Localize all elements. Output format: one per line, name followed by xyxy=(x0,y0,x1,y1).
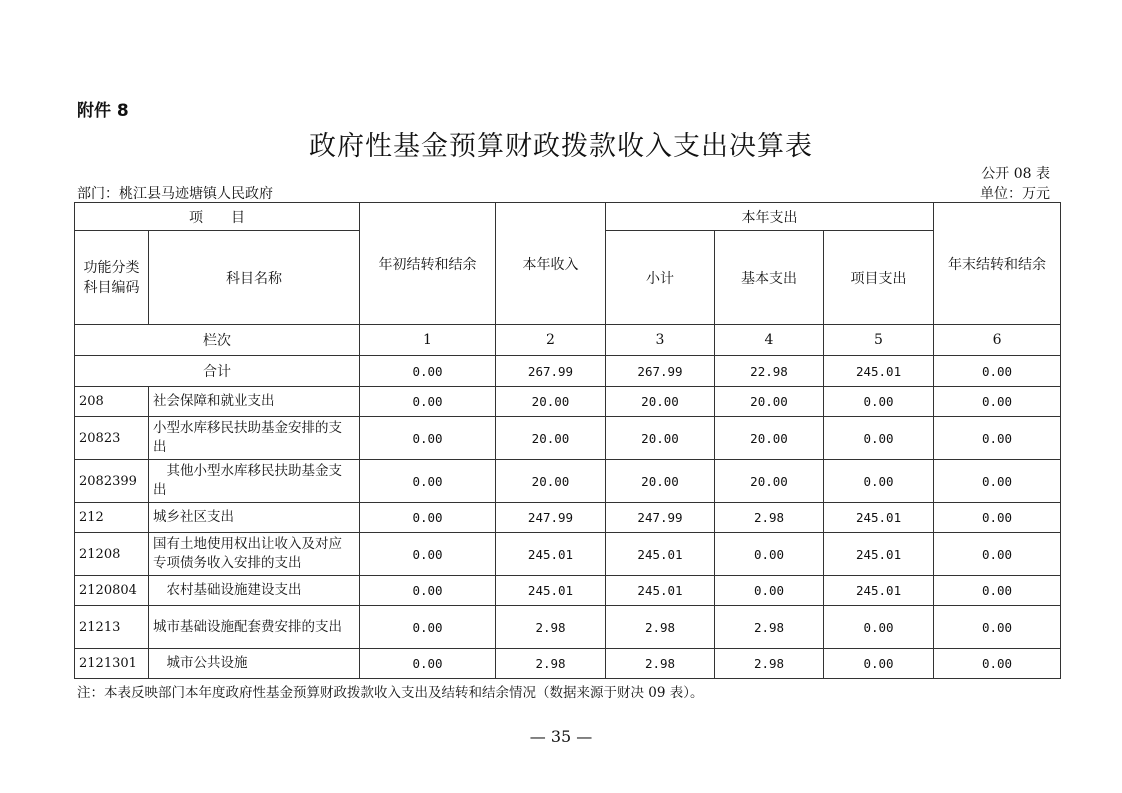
row-value: 0.00 xyxy=(934,417,1061,460)
row-value: 0.00 xyxy=(824,387,934,417)
row-code: 21213 xyxy=(75,606,149,649)
row-value: 245.01 xyxy=(824,503,934,533)
header-project: 项目支出 xyxy=(824,231,934,325)
total-label: 合计 xyxy=(75,356,360,387)
row-value: 0.00 xyxy=(934,533,1061,576)
row-value: 0.00 xyxy=(934,460,1061,503)
total-value: 0.00 xyxy=(360,356,496,387)
row-value: 2.98 xyxy=(715,606,824,649)
row-value: 0.00 xyxy=(360,649,496,679)
row-value: 0.00 xyxy=(934,503,1061,533)
total-value: 245.01 xyxy=(824,356,934,387)
header-begin-balance: 年初结转和结余 xyxy=(360,203,496,325)
header-subtotal: 小计 xyxy=(606,231,715,325)
header-item: 项 目 xyxy=(75,203,360,231)
row-code: 208 xyxy=(75,387,149,417)
header-income: 本年收入 xyxy=(496,203,606,325)
row-value: 20.00 xyxy=(606,460,715,503)
row-value: 245.01 xyxy=(824,576,934,606)
row-code: 212 xyxy=(75,503,149,533)
column-index: 1 xyxy=(360,325,496,356)
footnote: 注：本表反映部门本年度政府性基金预算财政拨款收入支出及结转和结余情况（数据来源于财决 09 表）。 xyxy=(77,685,704,701)
row-value: 245.01 xyxy=(824,533,934,576)
row-code: 2082399 xyxy=(75,460,149,503)
row-value: 20.00 xyxy=(715,387,824,417)
page-number: — 35 — xyxy=(529,727,593,746)
row-name: 城市公共设施 xyxy=(149,649,360,679)
row-value: 0.00 xyxy=(360,606,496,649)
table-row xyxy=(75,576,1061,606)
row-value: 20.00 xyxy=(606,387,715,417)
row-value: 2.98 xyxy=(715,503,824,533)
total-value: 22.98 xyxy=(715,356,824,387)
row-value: 0.00 xyxy=(934,576,1061,606)
row-value: 0.00 xyxy=(360,460,496,503)
row-value: 0.00 xyxy=(934,387,1061,417)
row-value: 0.00 xyxy=(824,417,934,460)
row-value: 245.01 xyxy=(496,576,606,606)
attachment-label: 附件 8 xyxy=(77,101,129,121)
header-func-code: 功能分类科目编码 xyxy=(75,231,149,325)
row-value: 0.00 xyxy=(360,576,496,606)
total-value: 267.99 xyxy=(606,356,715,387)
header-expense: 本年支出 xyxy=(606,203,934,231)
row-value: 0.00 xyxy=(824,649,934,679)
row-value: 2.98 xyxy=(496,649,606,679)
row-name: 社会保障和就业支出 xyxy=(149,387,360,417)
column-index: 4 xyxy=(715,325,824,356)
row-value: 0.00 xyxy=(824,460,934,503)
row-value: 245.01 xyxy=(606,576,715,606)
row-value: 20.00 xyxy=(496,460,606,503)
department-label: 部门：桃江县马迹塘镇人民政府 xyxy=(77,186,273,202)
row-value: 247.99 xyxy=(606,503,715,533)
column-index-label: 栏次 xyxy=(75,325,360,356)
page-title: 政府性基金预算财政拨款收入支出决算表 xyxy=(309,131,813,162)
row-value: 20.00 xyxy=(496,417,606,460)
row-value: 20.00 xyxy=(715,460,824,503)
row-value: 0.00 xyxy=(824,606,934,649)
table-row xyxy=(75,649,1061,679)
row-name: 小型水库移民扶助基金安排的支出 xyxy=(149,417,360,460)
row-value: 245.01 xyxy=(606,533,715,576)
form-number: 公开 08 表 xyxy=(981,166,1050,182)
row-value: 2.98 xyxy=(715,649,824,679)
row-value: 20.00 xyxy=(606,417,715,460)
row-value: 2.98 xyxy=(606,606,715,649)
row-value: 247.99 xyxy=(496,503,606,533)
row-code: 2120804 xyxy=(75,576,149,606)
budget-table xyxy=(74,202,1061,679)
row-value: 2.98 xyxy=(606,649,715,679)
column-index: 3 xyxy=(606,325,715,356)
row-value: 2.98 xyxy=(496,606,606,649)
row-value: 20.00 xyxy=(715,417,824,460)
total-value: 267.99 xyxy=(496,356,606,387)
row-value: 0.00 xyxy=(934,649,1061,679)
column-index: 5 xyxy=(824,325,934,356)
table-row xyxy=(75,460,1061,503)
row-name: 国有土地使用权出让收入及对应专项债务收入安排的支出 xyxy=(149,533,360,576)
unit-label: 单位：万元 xyxy=(980,186,1050,202)
row-code: 2121301 xyxy=(75,649,149,679)
table-row xyxy=(75,417,1061,460)
row-value: 0.00 xyxy=(360,387,496,417)
row-value: 0.00 xyxy=(715,533,824,576)
row-value: 0.00 xyxy=(360,417,496,460)
column-index: 2 xyxy=(496,325,606,356)
row-value: 0.00 xyxy=(360,503,496,533)
table-row xyxy=(75,387,1061,417)
row-value: 0.00 xyxy=(715,576,824,606)
row-value: 0.00 xyxy=(360,533,496,576)
row-code: 21208 xyxy=(75,533,149,576)
row-name: 其他小型水库移民扶助基金支出 xyxy=(149,460,360,503)
header-subject-name: 科目名称 xyxy=(149,231,360,325)
table-row xyxy=(75,606,1061,649)
row-name: 农村基础设施建设支出 xyxy=(149,576,360,606)
row-value: 245.01 xyxy=(496,533,606,576)
total-value: 0.00 xyxy=(934,356,1061,387)
header-basic: 基本支出 xyxy=(715,231,824,325)
row-value: 0.00 xyxy=(934,606,1061,649)
table-row xyxy=(75,503,1061,533)
column-index: 6 xyxy=(934,325,1061,356)
header-end-balance: 年末结转和结余 xyxy=(934,203,1061,325)
row-name: 城市基础设施配套费安排的支出 xyxy=(149,606,360,649)
row-code: 20823 xyxy=(75,417,149,460)
row-name: 城乡社区支出 xyxy=(149,503,360,533)
table-row xyxy=(75,533,1061,576)
row-value: 20.00 xyxy=(496,387,606,417)
